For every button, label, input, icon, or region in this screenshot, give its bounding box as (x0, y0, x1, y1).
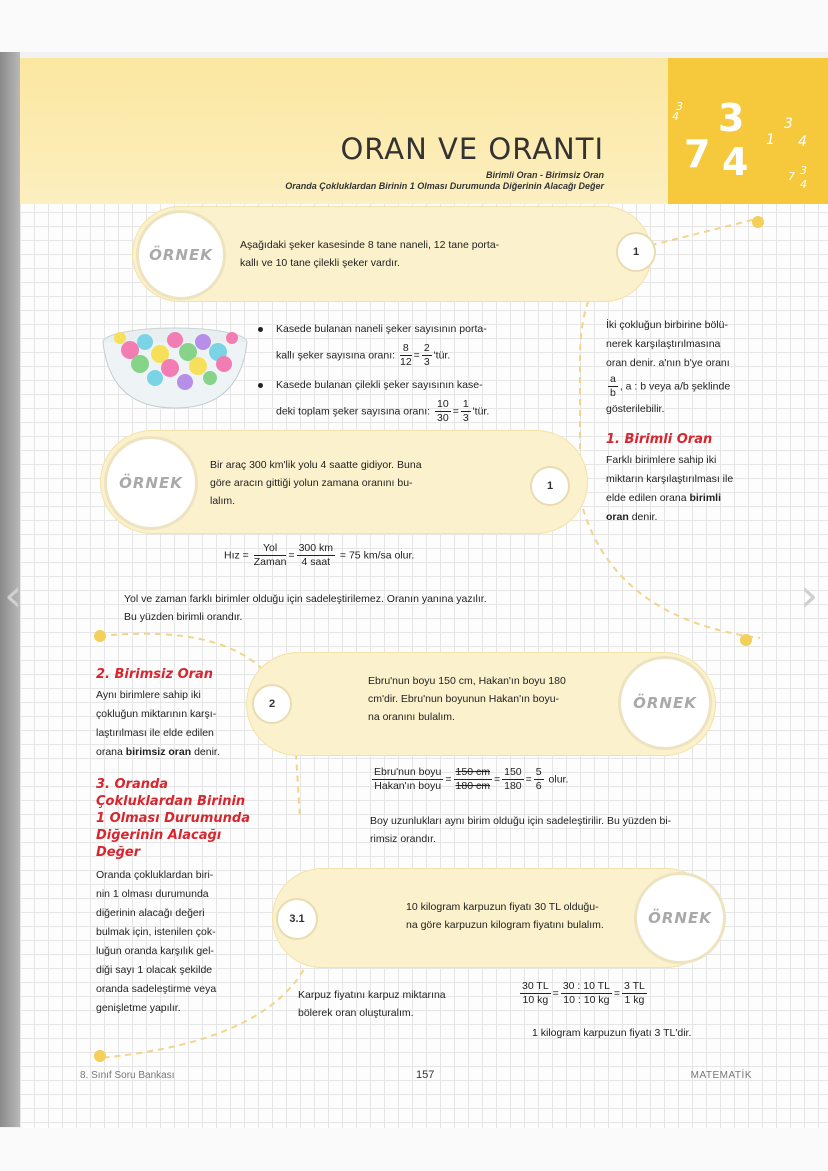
section-3-text: Oranda çokluklardan biri- nin 1 olması durumunda diğerinin alacağı değeri bulmak için, istenilen çok- luğun oranda karşılık gel- diği sayı 1 olacak şekilde oranda sadeleştirme veya genişletme yapılır. (96, 869, 217, 1014)
bullet-2-text: Kasede bulanan çilekli şeker sayısının kase- (276, 379, 483, 391)
oran-definition: İki çokluğun birbirine bölü- nerek karşılaştırılmasına oran denir. a'nın b'ye oranı $\frac{a}{b}$ , a : b veya a/b şeklinde gösterilebilir. (606, 319, 731, 415)
page-title: ORAN VE ORANTI (340, 132, 604, 166)
example-4-text: 10 kilogram karpuzun fiyatı 30 TL olduğu- na göre karpuzun kilogram fiyatını bulalım. (406, 901, 604, 931)
ornek-badge: ÖRNEK (104, 436, 198, 530)
example-1-text: Aşağıdaki şeker kasesinde 8 tane naneli, 12 tane porta- kallı ve 10 tane çilekli şeker vardır. (240, 239, 500, 269)
example-3-number: 2 (252, 684, 292, 724)
height-ratio-equation: $\frac{\text{Ebru'nun boyu}}{\text{Hakan'ın boyu}}$ = $\frac{150 cm}{180 cm}$ = $\frac{150}{180}$ = $\frac{5}{6}$ olur. (374, 766, 569, 792)
candy-bowl-image (100, 320, 250, 412)
viewer-top-bar (0, 0, 828, 52)
page-number: 157 (416, 1069, 435, 1081)
page-subtitle-1: Birimli Oran - Birimsiz Oran (485, 170, 604, 180)
bullet-1-ratio: kallı şeker sayısına oranı: $\frac{8}{12}$ = $\frac{2}{3}$ 'tür. (276, 342, 451, 368)
example-2-number: 1 (530, 466, 570, 506)
example-2-text: Bir araç 300 km'lik yolu 4 saatte gidiyor. Buna göre aracın gittiği yolun zamana oranını bu- lalım. (210, 459, 422, 507)
fraction: $\frac{\text{Yol}}{\text{Zaman}}$ (253, 542, 287, 568)
fraction: $\frac{\text{Ebru'nun boyu}}{\text{Hakan'ın boyu}}$ (374, 766, 442, 792)
example-4-number: 3.1 (276, 898, 318, 940)
example-3-note: Boy uzunlukları aynı birim olduğu için sadeleştirilir. Bu yüzden bi- rimsiz orandır. (370, 815, 672, 845)
birimli-oran-text: Farklı birimlere sahip iki miktarın karşılaştırılması ile elde edilen orana birimli oran denir. (606, 454, 734, 523)
fraction: $\frac{300 km}{\text{4 saat}}$ (298, 542, 333, 568)
example-1-number: 1 (616, 232, 656, 272)
ornek-badge: ÖRNEK (618, 656, 712, 750)
fraction: $\frac{150 cm}{180 cm}$ (455, 766, 490, 792)
next-page-arrow[interactable]: › (800, 568, 819, 622)
bullet (258, 383, 263, 388)
example-3-text: Ebru'nun boyu 150 cm, Hakan'ın boyu 180 cm'dir. Ebru'nun boyunun Hakan'ın boyu- na oranını bulalım. (368, 675, 566, 723)
section-3-heading: 3. Oranda Çokluklardan Birinin 1 Olması Durumunda Diğerinin Alacağı Değer (96, 777, 250, 860)
fraction: $\frac{2}{3}$ (423, 342, 430, 368)
ornek-badge: ÖRNEK (634, 872, 726, 964)
previous-page-arrow[interactable]: ‹ (4, 568, 23, 622)
ornek-badge: ÖRNEK (136, 210, 226, 300)
fraction: $\frac{10}{30}$ (437, 398, 449, 424)
birimli-oran-heading: 1. Birimli Oran (606, 432, 713, 447)
fraction: $\frac{8}{12}$ (399, 342, 412, 368)
textbook-page (20, 58, 828, 1128)
fraction: $\frac{5}{6}$ (535, 766, 542, 792)
fraction-decoration: 3 4 7 3 4 1 3 4 7 3 4 (672, 96, 807, 191)
footer-subject: MATEMATİK (690, 1070, 752, 1081)
fraction: $\frac{150}{180}$ (504, 766, 522, 792)
bullet-1-text: Kasede bulanan naneli şeker sayısının porta- (276, 323, 487, 335)
fraction: $\frac{30 TL}{10 kg}$ (522, 980, 549, 1006)
speed-equation: Hız = $\frac{\text{Yol}}{\text{Zaman}}$ = $\frac{300 km}{\text{4 saat}}$ = 75 km/sa olur. (224, 542, 415, 568)
example-4-left-text: Karpuz fiyatını karpuz miktarına bölerek oran oluşturalım. (298, 989, 446, 1019)
fraction: $\frac{30 : 10 TL}{10 : 10 kg}$ (562, 980, 610, 1006)
page-subtitle-2: Oranda Çokluklardan Birinin 1 Olması Durumunda Diğerinin Alacağı Değer (285, 181, 604, 191)
example-2-note: Yol ve zaman farklı birimler olduğu için sadeleştirilemez. Oranın yanına yazılır. Bu yüzden birimli orandır. (124, 593, 487, 623)
footer-book-name: 8. Sınıf Soru Bankası (80, 1070, 175, 1081)
bullet-2-ratio: deki toplam şeker sayısına oranı: $\frac{10}{30}$ = $\frac{1}{3}$ 'tür. (276, 398, 490, 424)
fraction: $\frac{3 TL}{1 kg}$ (624, 980, 645, 1006)
viewer-bottom-bar (0, 1128, 828, 1171)
fraction: $\frac{a}{b}$ (610, 373, 616, 399)
watermelon-ratio-equation: $\frac{30 TL}{10 kg}$ = $\frac{30 : 10 TL}{10 : 10 kg}$ = $\frac{3 TL}{1 kg}$ (522, 980, 645, 1006)
bullet (258, 327, 263, 332)
example-4-result: 1 kilogram karpuzun fiyatı 3 TL'dir. (532, 1027, 692, 1039)
birimsiz-oran-text: Aynı birimlere sahip iki çokluğun miktarının karşı- laştırılması ile elde edilen orana birimsiz oran denir. (96, 689, 220, 758)
fraction: $\frac{1}{3}$ (462, 398, 469, 424)
birimsiz-oran-heading: 2. Birimsiz Oran (96, 667, 214, 682)
